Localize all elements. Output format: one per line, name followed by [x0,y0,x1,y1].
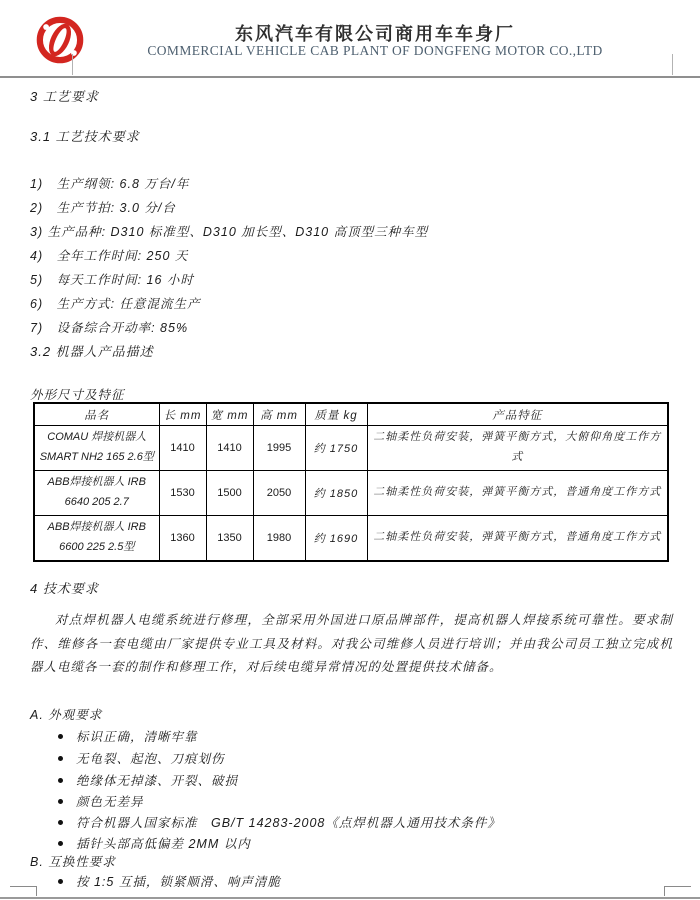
section-3-2-heading: 3.2 机器人产品描述 [30,344,154,359]
bullet-label: 无龟裂、起泡、刀痕划伤 [76,752,225,766]
section-4-paragraph: 对点焊机器人电缆系统进行修理，全部采用外国进口原品牌部件，提高机器人焊接系统可靠性。要求制作、维修各一套电缆由厂家提供专业工具及材料。对我公司维修人员进行培训；并由我公司员工独立完成机器人电缆各一套的制作和修理工作，对后续电缆异常情况的处置提供技术储备。 [30,613,673,674]
list-item: 4) 全年工作时间: 250 天 [30,249,189,263]
col-header-feature: 产品特征 [367,403,668,426]
robot-mass: 约 1690 [305,516,367,562]
section-3-heading: 3 工艺要求 [30,89,99,104]
list-b-label: B. 互换性要求 [30,855,116,869]
list-item: 6) 生产方式: 任意混流生产 [30,297,201,311]
robot-mass: 约 1850 [305,471,367,516]
col-header-length: 长 mm [159,403,206,426]
robot-height: 1980 [253,516,305,562]
bullet-icon [58,756,63,761]
robot-length: 1530 [159,471,206,516]
company-title-cn: 东风汽车有限公司商用车车身厂 [235,24,515,44]
list-item [58,792,144,810]
footer-margin-mark-left [10,886,37,896]
list-item [58,727,198,745]
company-title-en: COMMERCIAL VEHICLE CAB PLANT OF DONGFENG MOTOR CO.,LTD [147,43,603,58]
robot-feature: 二轴柔性负荷安装，弹簧平衡方式，普通角度工作方式 [367,516,668,562]
list-item: 5) 每天工作时间: 16 小时 [30,273,194,287]
robot-name: ABB焊接机器人 IRB 6640 205 2.7 [34,471,159,516]
header-rule [0,76,700,78]
bullet-label: 颜色无差异 [76,795,144,809]
col-header-mass: 质量 kg [305,403,367,426]
bullet-label: 插针头部高低偏差 2MM 以内 [76,837,251,851]
robot-name: COMAU 焊接机器人 SMART NH2 165 2.6型 [34,426,159,471]
robot-length: 1360 [159,516,206,562]
table-caption: 外形尺寸及特征 [30,388,125,402]
bullet-icon [58,778,63,783]
footer-margin-mark-right [664,886,691,896]
table-row [34,516,668,562]
page-bottom-rule [0,897,700,899]
list-item [58,771,238,789]
list-item [58,813,501,831]
list-item: 3) 生产品种: D310 标准型、D310 加长型、D310 高顶型三种车型 [30,225,429,239]
bullet-label: 按 1:5 互插，锁紧顺滑、响声清脆 [76,875,281,889]
robot-length: 1410 [159,426,206,471]
section-3-1-heading: 3.1 工艺技术要求 [30,129,140,144]
list-item [58,749,225,767]
bullet-icon [58,841,63,846]
table-row [34,471,668,516]
bullet-label: 标识正确，清晰牢靠 [76,730,198,744]
col-header-name: 品名 [34,403,159,426]
header-boundary-tick-right [672,54,673,75]
table-row [34,426,668,471]
robot-feature: 二轴柔性负荷安装，弹簧平衡方式，普通角度工作方式 [367,471,668,516]
list-a-label: A. 外观要求 [30,708,103,722]
robot-name: ABB焊接机器人 IRB 6600 225 2.5型 [34,516,159,562]
robot-width: 1410 [206,426,253,471]
robot-spec-table [33,402,669,562]
bullet-label: 符合机器人国家标准 GB/T 14283-2008《点焊机器人通用技术条件》 [76,816,501,830]
list-item [58,872,281,890]
list-item: 1) 生产纲领: 6.8 万台/年 [30,177,190,191]
bullet-icon [58,799,63,804]
header-boundary-tick-left [72,54,73,75]
bullet-icon [58,879,63,884]
robot-mass: 约 1750 [305,426,367,471]
list-item [58,834,251,852]
bullet-icon [58,820,63,825]
table-header-row [34,403,668,426]
col-header-height: 高 mm [253,403,305,426]
list-item: 2) 生产节拍: 3.0 分/台 [30,201,176,215]
section-4-heading: 4 技术要求 [30,581,99,596]
robot-height: 1995 [253,426,305,471]
robot-feature: 二轴柔性负荷安装，弹簧平衡方式，大俯仰角度工作方式 [367,426,668,471]
dongfeng-logo [36,16,84,64]
bullet-label: 绝缘体无掉漆、开裂、破损 [76,774,239,788]
list-item: 7) 设备综合开动率: 85% [30,321,189,335]
col-header-width: 宽 mm [206,403,253,426]
bullet-icon [58,734,63,739]
robot-width: 1350 [206,516,253,562]
robot-width: 1500 [206,471,253,516]
robot-height: 2050 [253,471,305,516]
